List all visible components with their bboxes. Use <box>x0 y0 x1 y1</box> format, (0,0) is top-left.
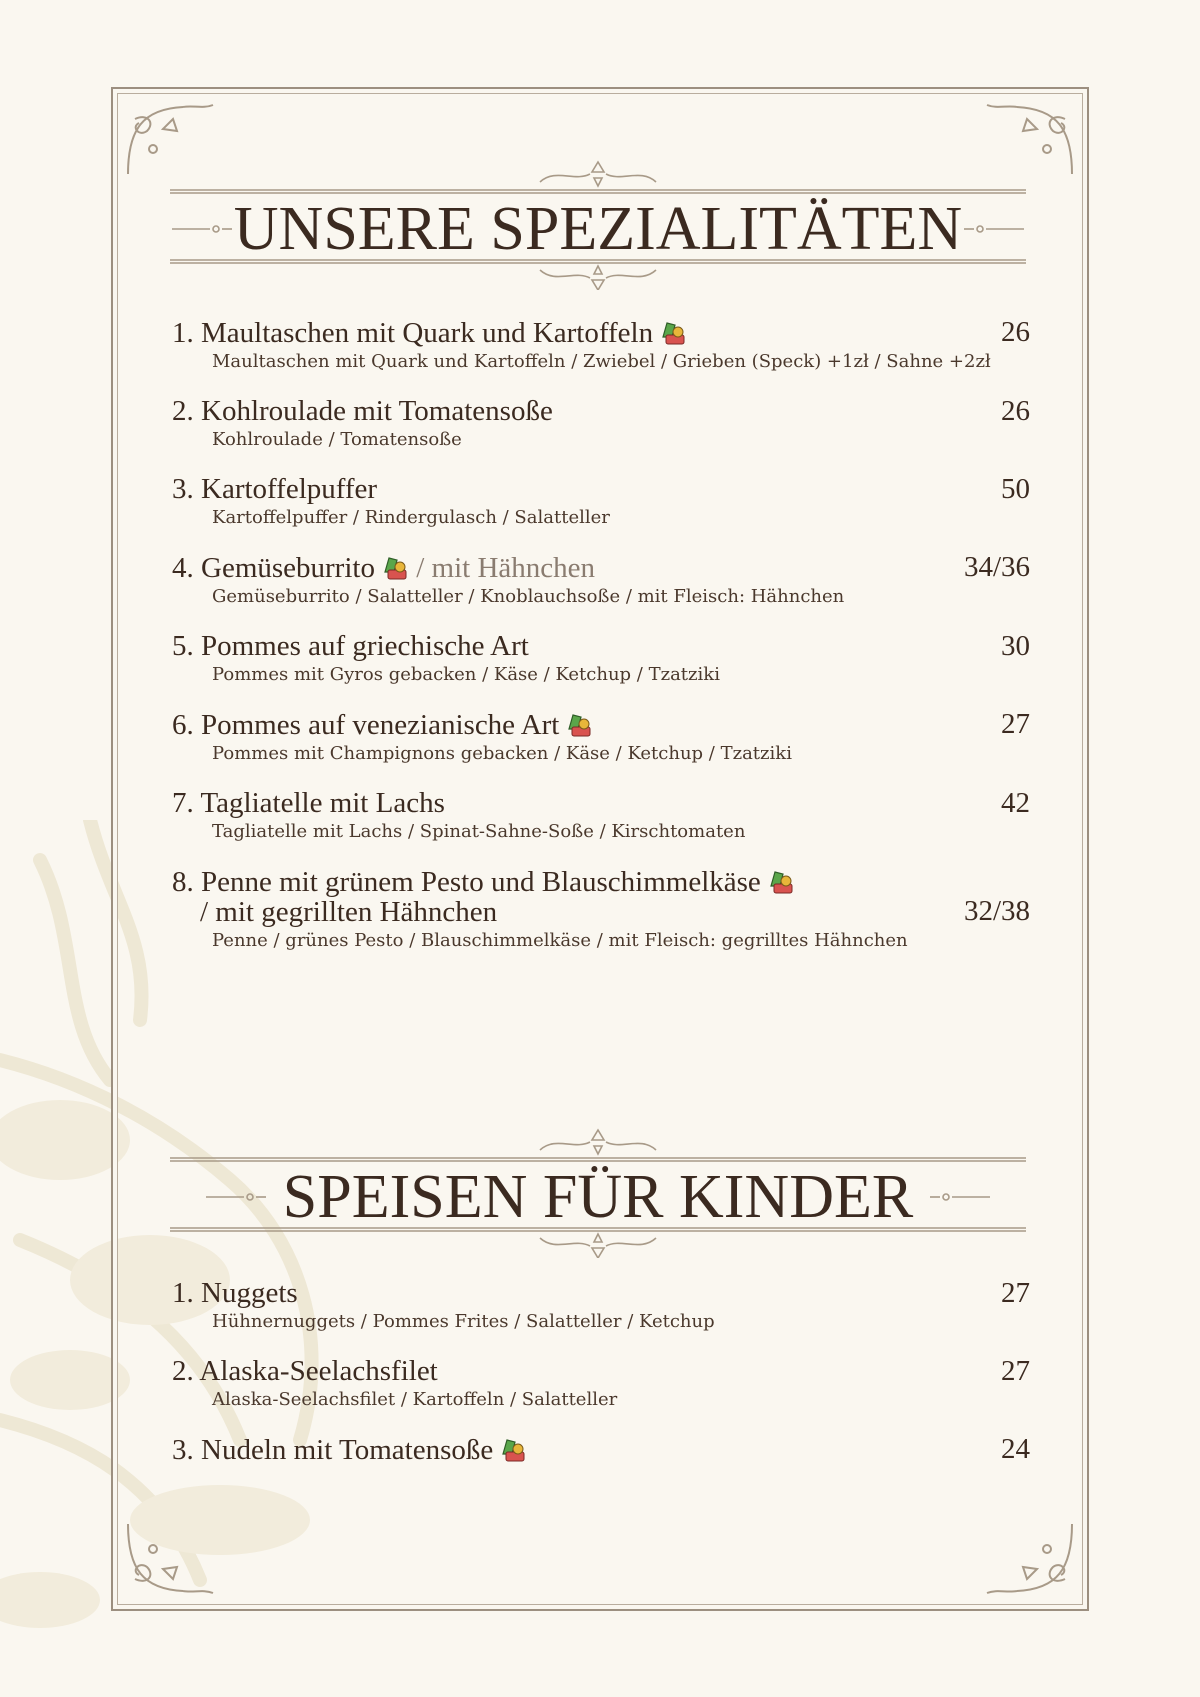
list-item <box>172 317 1032 374</box>
list-item <box>172 1434 1032 1465</box>
item-description: Alaska-Seelachsfilet / Kartoffeln / Salatteller <box>212 1389 618 1410</box>
vegetables-icon <box>379 552 409 582</box>
item-description: Gemüseburrito / Salatteller / Knoblauchsoße / mit Fleisch: Hähnchen <box>212 586 845 607</box>
corner-ornament-icon <box>123 1519 223 1599</box>
item-name: 7. Tagliatelle mit Lachs <box>172 787 445 819</box>
list-item <box>172 866 1032 953</box>
list-item <box>172 474 1032 530</box>
item-description: Pommes mit Champignons gebacken / Käse / Ketchup / Tzatziki <box>212 743 792 764</box>
section-title: SPEISEN FÜR KINDER <box>282 1163 914 1231</box>
item-price: 24 <box>1001 1433 1030 1465</box>
item-description: Pommes mit Gyros gebacken / Käse / Ketchup / Tzatziki <box>212 664 720 685</box>
item-price: 26 <box>1001 316 1030 348</box>
item-price: 27 <box>1001 1355 1030 1387</box>
specialties-list <box>172 317 1032 953</box>
vegetables-icon <box>765 866 795 896</box>
section-title: UNSERE SPEZIALITÄTEN <box>233 195 963 263</box>
item-name: 3. Nudeln mit Tomatensoße <box>172 1434 1032 1465</box>
item-price: 26 <box>1001 395 1030 427</box>
item-price: 42 <box>1001 787 1030 819</box>
item-name-line2: / mit gegrillten Hähnchen <box>200 896 498 928</box>
item-description: Tagliatelle mit Lachs / Spinat-Sahne-Soße / Kirschtomaten <box>212 821 746 842</box>
corner-ornament-icon <box>977 1519 1077 1599</box>
item-description: Hühnernuggets / Pommes Frites / Salatteller / Ketchup <box>212 1311 715 1332</box>
item-price: 30 <box>1001 630 1030 662</box>
item-name: 5. Pommes auf griechische Art <box>172 630 529 662</box>
vegetables-icon <box>497 1434 527 1464</box>
item-description: Kartoffelpuffer / Rindergulasch / Salatteller <box>212 507 610 528</box>
item-name: 1. Maultaschen mit Quark und Kartoffeln <box>172 317 1032 348</box>
item-price: 27 <box>1001 1277 1030 1309</box>
list-item <box>172 396 1032 452</box>
item-price: 50 <box>1001 473 1030 505</box>
item-name: 2. Kohlroulade mit Tomatensoße <box>172 395 553 427</box>
item-price: 32/38 <box>963 895 1030 927</box>
item-name: 3. Kartoffelpuffer <box>172 473 378 505</box>
list-item <box>172 631 1032 687</box>
kids-list <box>172 1278 1032 1465</box>
item-name: 4. Gemüseburrito / mit Hähnchen <box>172 552 596 584</box>
list-item <box>172 552 1032 609</box>
vegetables-icon <box>563 709 593 739</box>
item-price: 27 <box>1001 708 1030 740</box>
list-item <box>172 1278 1032 1334</box>
list-item <box>172 1356 1032 1412</box>
item-name: 1. Nuggets <box>172 1277 298 1309</box>
item-name: 6. Pommes auf venezianische Art <box>172 709 1032 740</box>
item-description: Kohlroulade / Tomatensoße <box>212 429 462 450</box>
item-name: 2. Alaska-Seelachsfilet <box>172 1355 438 1387</box>
item-description: Maultaschen mit Quark und Kartoffeln / Zwiebel / Grieben (Speck) +1zł / Sahne +2zł <box>212 351 991 372</box>
list-item <box>172 788 1032 844</box>
item-description: Penne / grünes Pesto / Blauschimmelkäse / mit Fleisch: gegrilltes Hähnchen <box>212 930 908 951</box>
list-item <box>172 709 1032 766</box>
item-price: 34/36 <box>963 551 1030 583</box>
item-name: 8. Penne mit grünem Pesto und Blauschimmelkäse <box>172 866 1032 897</box>
vegetables-icon <box>657 317 687 347</box>
